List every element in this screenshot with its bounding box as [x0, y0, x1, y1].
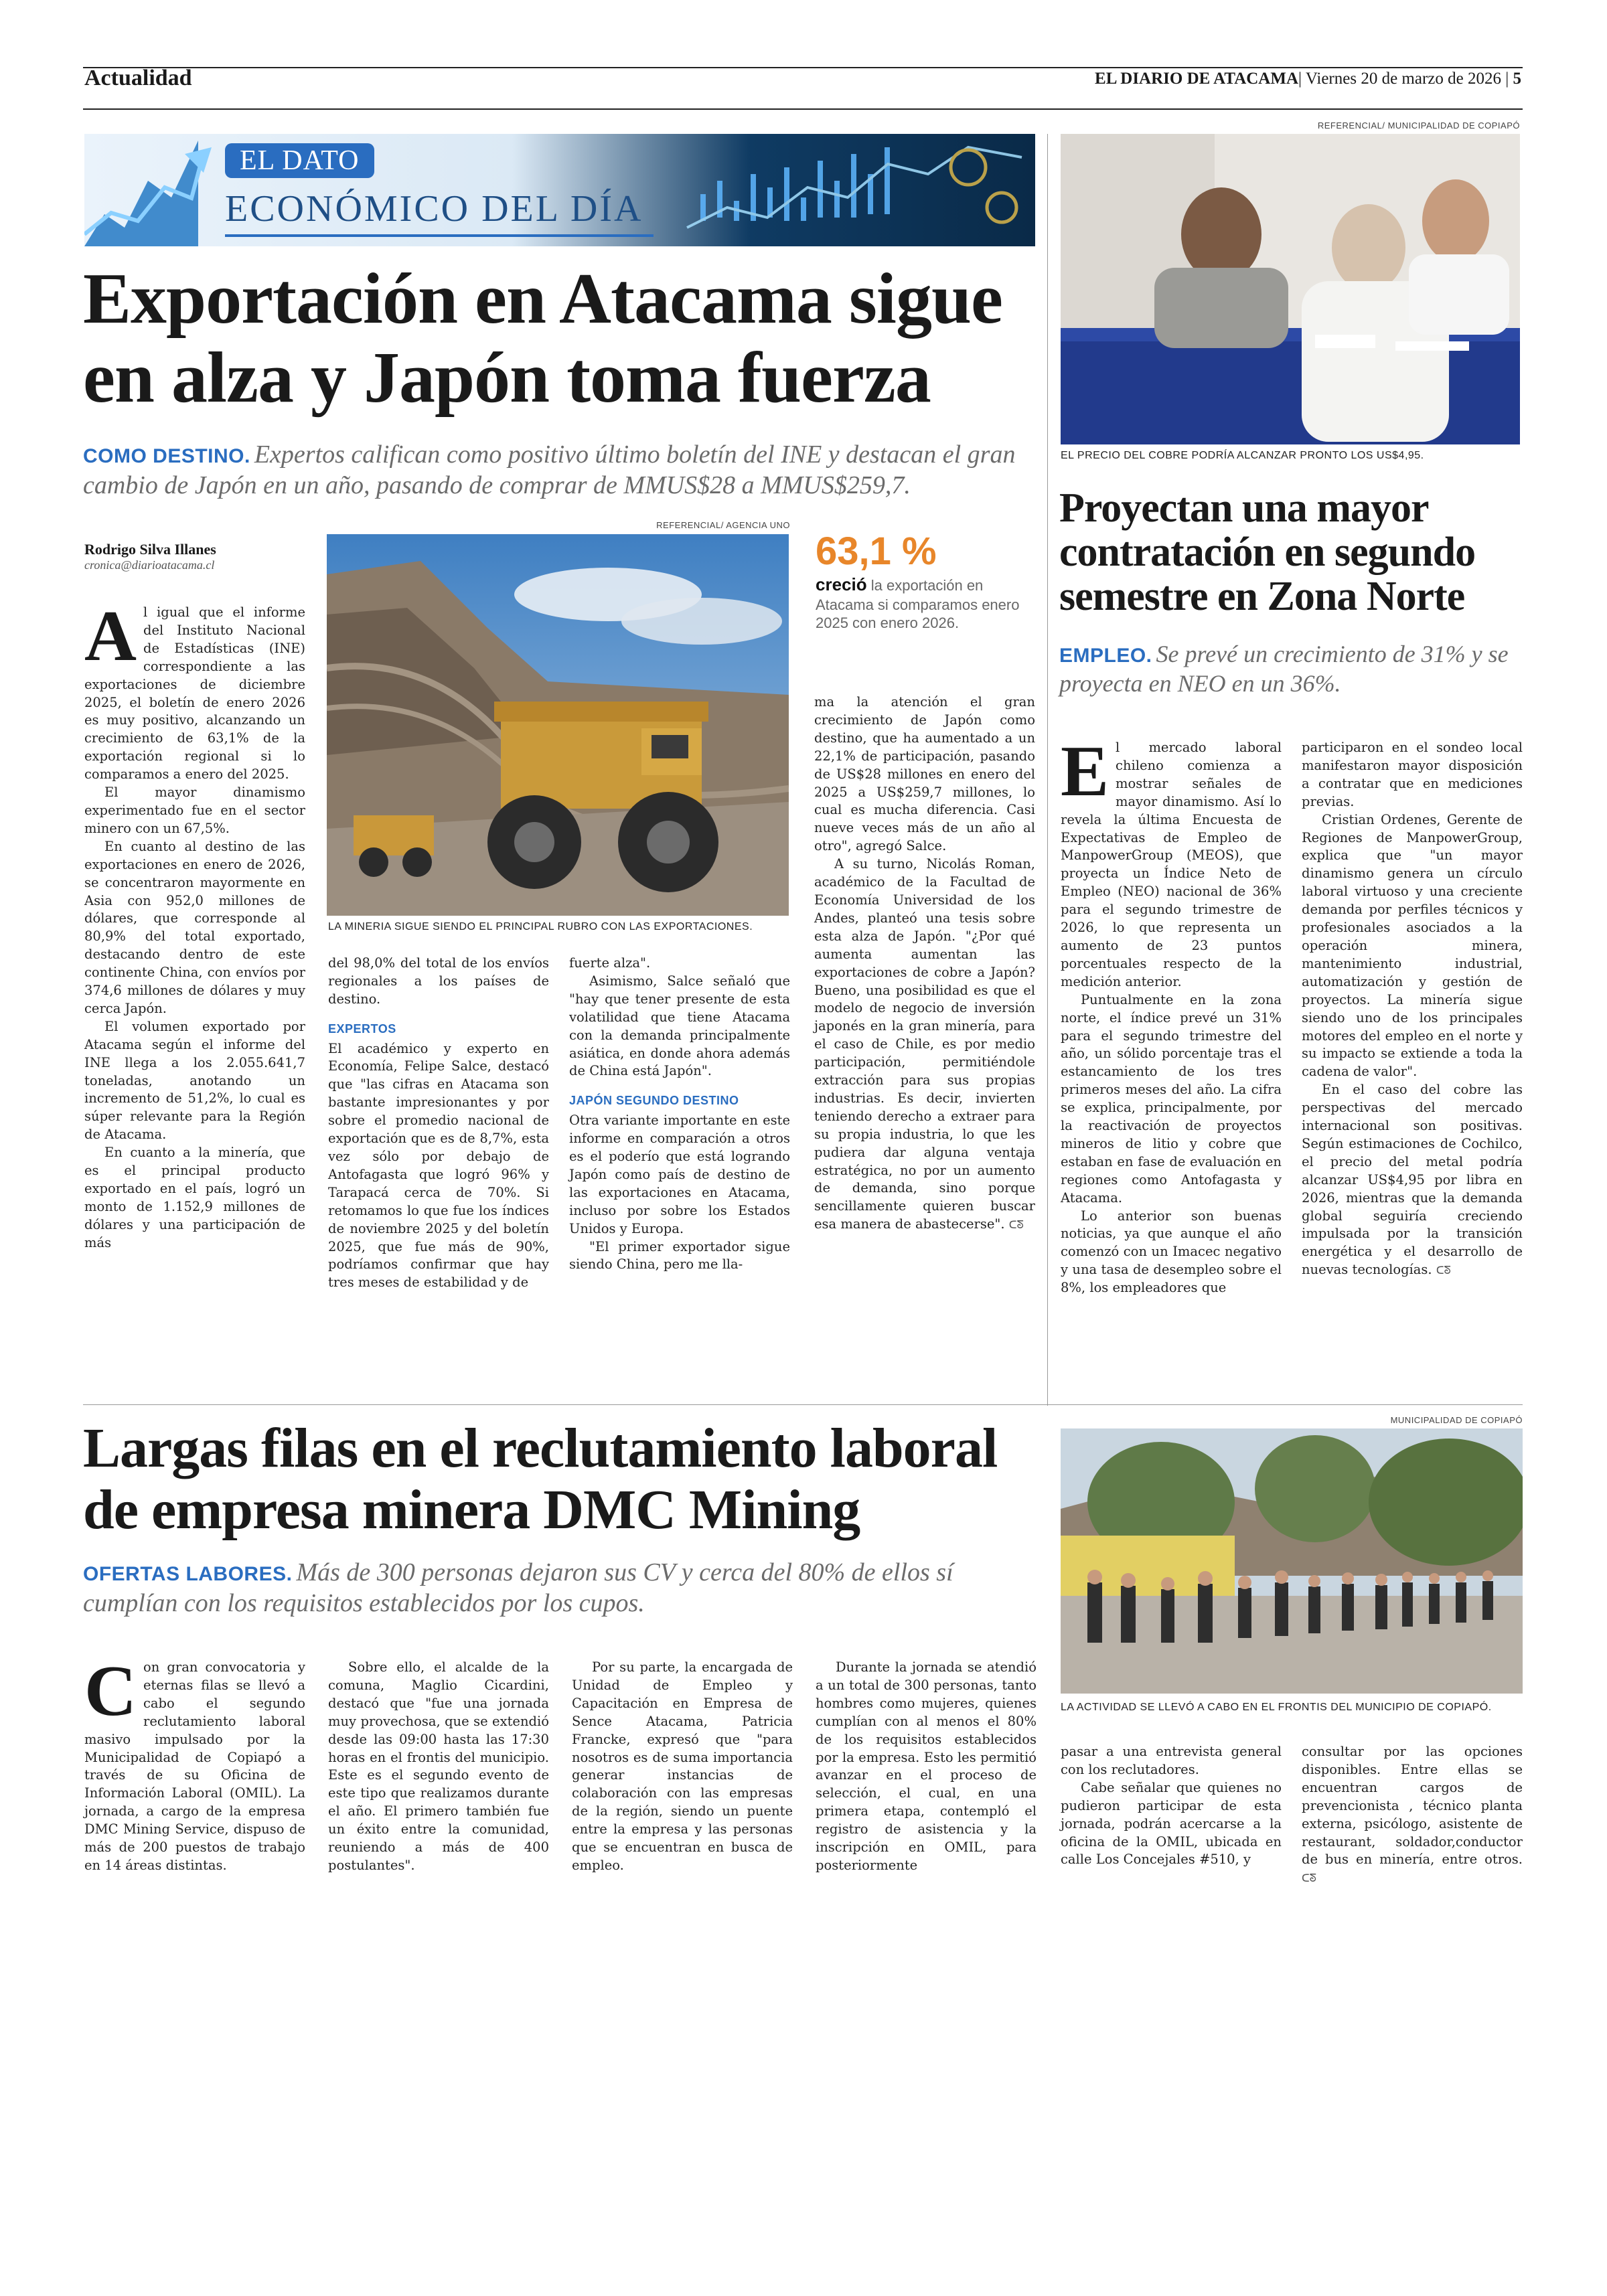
article3-headline	[83, 1418, 1061, 1541]
article3-col5-p1: pasar a una entrevista general con los reclutadores.	[1061, 1744, 1282, 1777]
dato-banner	[84, 134, 1035, 246]
article3-dropcap: C	[84, 1651, 137, 1731]
article1-headline-line2: en alza y Japón toma fuerza	[83, 338, 931, 418]
article1-col1-p2: El mayor dinamismo experimentado fue en el sector minero con un 67,5%.	[84, 785, 305, 836]
article1-dropcap: A	[84, 596, 137, 676]
article2-col1-p1: l mercado laboral chileno comienza a mostrar señales de mayor dinamismo. Así lo revela la última Encuesta de Expectativas de Empleo de ManpowerGroup (MEOS), que proyecta un Índice Neto de Empleo (NEO) nacional de 36% para el segundo trimestre de 2026, lo que representa un aumento de 23 puntos porcentuales respecto de la medición anterior.	[1061, 740, 1282, 989]
queue-photo	[1061, 1428, 1523, 1694]
article3-photo-caption: LA ACTIVIDAD SE LLEVÓ A CABO EN EL FRONTIS DEL MUNICIPIO DE COPIAPÓ.	[1061, 1702, 1492, 1713]
article2-col1-p3: Lo anterior son buenas noticias, ya que aunque el año comenzó con un Imacec negativo y una tasa de desempleo sobre el 8%, los empleadores que	[1061, 1208, 1282, 1296]
article1-subhead-expertos: EXPERTOS	[328, 1021, 396, 1036]
article2-headline-line3: semestre en Zona Norte	[1059, 574, 1465, 619]
article2-photo-caption: EL PRECIO DEL COBRE PODRÍA ALCANZAR PRONTO LOS US$4,95.	[1061, 450, 1424, 461]
banner-title: ECONÓMICO DEL DÍA	[225, 188, 643, 230]
masthead: EL DIARIO DE ATACAMA| Viernes 20 de marzo de 2026 | 5	[1095, 70, 1521, 88]
article1-col4-p1: ma la atención el gran crecimiento de Japón como destino, que ha aumentado a un 22,1% de participación, pasando de US$28 millones en enero del 2025 a US$259,7 millones, lo cual es mucha diferencia. Casi nueve veces más de un año al otro", agregó Salce.	[814, 694, 1035, 854]
issue-date: Viernes 20 de marzo de 2026	[1305, 70, 1501, 88]
article1-col2	[328, 955, 549, 1292]
article1-col2-p1: del 98,0% del total de los envíos regionales a los países de destino.	[328, 955, 549, 1007]
article1-col1-p4: El volumen exportado por Atacama según el informe del INE llega a los 2.055.641,7 toneladas, anotando un incremento de 51,2%, lo cual es súper relevante para la Región de Atacama.	[84, 1018, 305, 1143]
article1-lead	[83, 439, 1034, 501]
article3-col1-text: on gran convocatoria y eternas filas se llevó a cabo el segundo reclutamiento laboral masivo impulsado por la Municipalidad de Copiapó a través de su Oficina de Información Laboral (OMIL). La jornada, a cargo de la empresa DMC Mining Service, dispuso de más de 200 puestos de trabajo en 14 áreas distintas.	[84, 1659, 305, 1873]
article3-col4	[816, 1659, 1037, 1875]
banner-tag	[225, 143, 374, 178]
article1-lead-text: Expertos califican como positivo último boletín del INE y destacan el gran cambio de Japón en un año, pasando de comprar de MMUS$28 a MMUS$259,7.	[83, 440, 1016, 500]
article2-col2-p3: En el caso del cobre las perspectivas del mercado internacional son positivas. Según estimaciones de Cochilco, el precio del metal podría alcanzar US$4,95 por libra en 2026, mientras que la demanda global seguiría creciendo impulsada por la transición energética y el desarrollo de nuevas tecnologías.	[1302, 1082, 1523, 1278]
article3-headline-line2: de empresa minera DMC Mining	[83, 1479, 860, 1541]
article3-col1	[84, 1651, 305, 1875]
article2-col1-p2: Puntualmente en la zona norte, el índice prevé un 31% para el segundo trimestre del año, un sólido porcentaje tras el estancamiento de los tres primeros meses del año. La cifra se explica, principalmente, por la reactivación de proyectos mineros de litio y cobre que estaban en fase de evaluación en regiones como Antofagasta y Atacama.	[1061, 991, 1282, 1206]
article1-col3	[569, 955, 790, 1274]
section-label: Actualidad	[84, 66, 192, 90]
article2-headline	[1059, 486, 1528, 619]
article1-col3-p4: "El primer exportador sigue siendo China, pero me lla-	[569, 1238, 790, 1273]
article3-kicker: OFERTAS LABORES.	[83, 1563, 293, 1585]
article2-photo-credit: REFERENCIAL/ MUNICIPALIDAD DE COPIAPÓ	[1317, 120, 1520, 131]
article2-headline-line2: contratación en segundo	[1059, 529, 1476, 575]
article2-dropcap: E	[1061, 732, 1109, 811]
article2-kicker: EMPLEO.	[1059, 645, 1152, 667]
article3-lead-text: Más de 300 personas dejaron sus CV y cerca del 80% de ellos sí cumplían con los requisitos establecidos por los cupos.	[83, 1558, 953, 1618]
section-separator	[83, 1404, 1523, 1405]
banner-underline	[225, 234, 654, 237]
article3-col6-text: consultar por las opciones disponibles. Entre ellas se encuentran cargos de prevencionista , técnico planta externa, psicólogo, asistente de restaurant, soldador,conductor de bus en minería, entre otros.	[1302, 1744, 1523, 1868]
article3-col6	[1302, 1743, 1523, 1887]
article1-col4	[814, 693, 1035, 1234]
article1-col1-p3: En cuanto al destino de las exportaciones en enero de 2026, se concentraron mayormente en Asia con 952,0 millones de dólares, que corresponde al 80,9% del total exportado, destacando dentro de este continente China, con envíos por 374,6 millones de dólares y muy cerca Japón.	[84, 838, 305, 1016]
article1-kicker: COMO DESTINO.	[83, 445, 250, 467]
article2-col2	[1302, 739, 1523, 1279]
article3-photo-credit: MUNICIPALIDAD DE COPIAPÓ	[1390, 1415, 1523, 1425]
stat-bold: creció	[816, 574, 867, 594]
article3-col2	[328, 1659, 549, 1875]
article1-headline	[83, 260, 1054, 418]
page-number: 5	[1513, 70, 1521, 88]
article2-headline-line1: Proyectan una mayor	[1059, 485, 1429, 531]
article1-email: cronica@diarioatacama.cl	[84, 558, 215, 572]
article3-col4-text: Durante la jornada se atendió a un total de 300 personas, tanto hombres como mujeres, quienes cumplían con al menos el 80% de los requisitos establecidos por la empresa. Esto les permitió avanzar en el proceso de selección, el cual, en una primera etapa, contempló el registro de asistencia y la inscripción en OMIL, para posteriormente	[816, 1659, 1037, 1873]
article2-col2-p2: Cristian Ordenes, Gerente de Regiones de ManpowerGroup, explica que "un mayor dinamismo genera un círculo laboral virtuoso y una creciente demanda por perfiles técnicos y profesionales asociados a la operación minera, mantenimiento industrial, automatización y gestión de proyectos. La minería sigue siendo uno de los principales motores del empleo en el norte y su impacto se extiende a toda la cadena de valor".	[1302, 811, 1523, 1080]
article3-col3-text: Por su parte, la encargada de Unidad de Empleo y Capacitación en Empresa de Sence Atacama, Patricia Francke, expresó que "para nosotros es de suma importancia generar instancias de colaboración con las empresas de la región, siendo un puente entre la empresa y las personas que se encuentran en busca de empleo.	[572, 1659, 793, 1873]
article3-col3	[572, 1659, 793, 1875]
article2-col2-p1: participaron en el sondeo local manifestaron mayor disposición a contratar que en mediciones previas.	[1302, 740, 1523, 809]
header-bottom-rule	[83, 108, 1523, 110]
article1-col3-p1: fuerte alza".	[569, 955, 651, 971]
article1-photo-caption: LA MINERIA SIGUE SIENDO EL PRINCIPAL RUBRO CON LAS EXPORTACIONES.	[328, 921, 753, 932]
article1-headline-line1: Exportación en Atacama sigue	[83, 259, 1002, 339]
article1-col1-p5: En cuanto a la minería, que es el principal producto exportado en el país, logró un monto de 1.152,9 millones de dólares y una participación de más	[84, 1145, 305, 1250]
article2-lead-text: Se prevé un crecimiento de 31% y se proyecta en NEO en un 36%.	[1059, 641, 1509, 697]
article1-col4-p2: A su turno, Nicolás Roman, académico de la Facultad de Economía Universidad de los Andes, planteó una tesis sobre esta alza de Japón. "¿Por qué aumenta aumentan las exportaciones de cobre a Japón? Bueno, una posibilidad es que el modelo de negocio de inversión japonés en la gran minería, para el caso de Chile, es por medio participación, permitiéndole extracción para sus propias industrias. Es decir, invierten teniendo derecho a extraer para su propia industria, lo que les pudiera dar alguna ventaja estratégica, no por un aumento de demanda, sino porque sencillamente quieren buscar esa manera de abastecerse".	[814, 856, 1035, 1232]
article1-col3-p2: Asimismo, Salce señaló que "hay que tener presente de esta volatilidad que tiene Atacama con la demanda principalmente asiática, en donde ahora además de China está Japón".	[569, 973, 790, 1079]
article1-col1	[84, 596, 305, 1252]
article1-col2-p2: El académico y experto en Economía, Felipe Salce, destacó que "las cifras en Atacama son bastante impresionantes y por sobre el promedio nacional de exportación que es de 8,7%, esta vez sólo por debajo de Antofagasta que logró 96% y Tarapacá cerca de 70%. Si retomamos lo que fue los índices de noviembre 2025 y del boletín 2025, que fue más de 90%, podríamos confirmar que hay tres meses de estabilidad y de	[328, 1040, 549, 1291]
queue-illustration	[1061, 1428, 1523, 1694]
article3-lead	[83, 1557, 1020, 1619]
article2-end-icon: ᑕᘕ	[1436, 1265, 1451, 1277]
job-interview-photo	[1061, 134, 1520, 444]
article1-col1-p1: l igual que el informe del Instituto Nacional de Estadísticas (INE) correspondiente a las exportaciones de diciembre 2025, el boletín de enero 2026 es muy positivo, alcanzando un crecimiento de 63,1% de la exportación regional si lo comparamos a enero del 2025.	[84, 604, 305, 783]
article3-col5-p2: Cabe señalar que quienes no pudieron participar de esta jornada, podrán acercarse a la oficina de la OMIL, ubicada en calle Los Concejales #510, y	[1061, 1779, 1282, 1868]
interview-illustration	[1061, 134, 1520, 444]
article2-lead	[1059, 640, 1521, 699]
stat-text: la exportación en Atacama si comparamos enero 2025 con enero 2026.	[816, 577, 1020, 631]
article3-headline-line1: Largas filas en el reclutamiento laboral	[83, 1417, 998, 1479]
article1-byline	[84, 541, 312, 572]
paper-name: EL DIARIO DE ATACAMA	[1095, 70, 1299, 88]
stat-value: 63,1 %	[816, 529, 937, 573]
article2-col1	[1061, 732, 1282, 1297]
article1-end-icon: ᑕᘕ	[1008, 1220, 1024, 1232]
stat-box	[816, 529, 1037, 633]
mining-truck-illustration	[327, 534, 789, 916]
article3-col5	[1061, 1743, 1282, 1869]
article1-col3-p3: Otra variante importante en este informe en comparación a otros es el poderío que está logrando Japón como país de destino de las exportaciones en Atacama, incluso por sobre los Estados Unidos y Europa.	[569, 1113, 790, 1236]
header-top-rule	[83, 67, 1523, 68]
mining-truck-photo	[327, 534, 789, 916]
article1-author: Rodrigo Silva Illanes	[84, 541, 216, 558]
article1-subhead-japon: JAPÓN SEGUNDO DESTINO	[569, 1094, 739, 1108]
banner-tag-text: EL DATO	[240, 145, 360, 176]
article1-photo-credit: REFERENCIAL/ AGENCIA UNO	[656, 520, 790, 530]
article3-col2-text: Sobre ello, el alcalde de la comuna, Maglio Cicardini, destacó que "fue una jornada muy provechosa, que se extendió desde las 09:00 hasta las 17:30 horas en el frontis del municipio. Este es el segundo evento de este tipo que realizamos durante el año. El primero también fue un éxito entre la comunidad, reuniendo a más de 400 postulantes".	[328, 1659, 549, 1873]
column-divider	[1047, 134, 1048, 1406]
article3-end-icon: ᑕᘕ	[1302, 1873, 1317, 1885]
stat-description	[816, 574, 1037, 633]
